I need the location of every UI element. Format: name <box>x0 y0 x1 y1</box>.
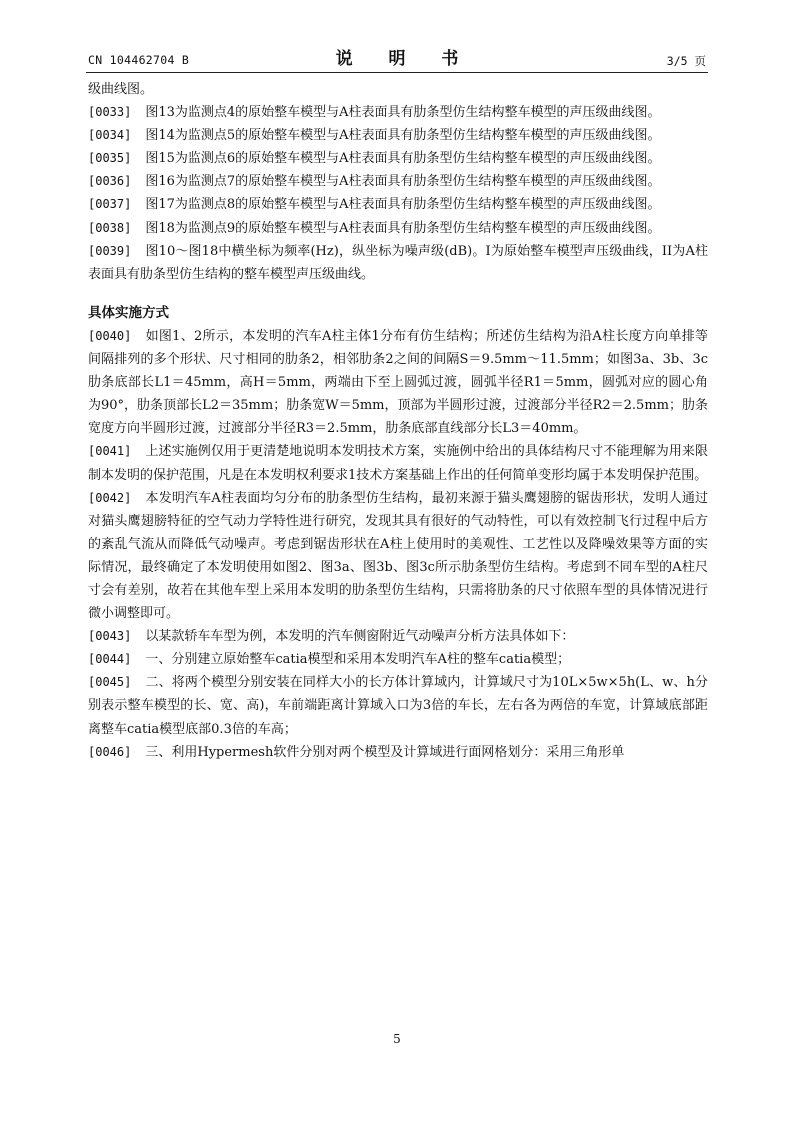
paragraph <box>88 170 708 193</box>
paragraph <box>88 741 708 764</box>
paragraph <box>88 325 708 440</box>
page-number: 5 <box>393 1032 401 1046</box>
paragraph <box>88 671 708 740</box>
paragraph-text: 以某款轿车车型为例，本发明的汽车侧窗附近气动噪声分析方法具体如下： <box>145 629 575 645</box>
header-divider <box>86 72 708 73</box>
paragraph-number: [0036] <box>88 174 132 189</box>
paragraph-text: 图10～图18中横坐标为频率(Hz)，纵坐标为噪声级(dB)。I为原始整车模型声压级曲线，II为A柱表面具有肋条型仿生结构的整车模型声压级曲线。 <box>88 243 708 282</box>
paragraph-number: [0043] <box>88 629 132 644</box>
patent-number: CN 104462704 B <box>88 53 190 67</box>
paragraph-text: 图17为监测点8的原始整车模型与A柱表面具有肋条型仿生结构整车模型的声压级曲线图。 <box>145 197 661 213</box>
continued-text: 级曲线图。 <box>88 82 154 97</box>
paragraph-number: [0045] <box>88 675 132 690</box>
paragraph-number: [0039] <box>88 243 132 258</box>
paragraph-number: [0044] <box>88 652 132 667</box>
paragraph-number: [0035] <box>88 151 132 166</box>
paragraph <box>88 625 708 648</box>
paragraph-text: 图15为监测点6的原始整车模型与A柱表面具有肋条型仿生结构整车模型的声压级曲线图。 <box>145 151 661 167</box>
paragraph-number: [0034] <box>88 128 132 143</box>
paragraph-text: 图18为监测点9的原始整车模型与A柱表面具有肋条型仿生结构整车模型的声压级曲线图。 <box>145 220 661 236</box>
paragraph-text: 图14为监测点5的原始整车模型与A柱表面具有肋条型仿生结构整车模型的声压级曲线图。 <box>145 128 661 144</box>
paragraph-text: 本发明汽车A柱表面均匀分布的肋条型仿生结构，最初来源于猫头鹰翅膀的锯齿形状，发明人通过对猫头鹰翅膀特征的空气动力学特性进行研究，发现其具有很好的气动特性，可以有效控制飞行过程中后方的紊乱气流从而降低气动噪声。考虑到锯齿形状在A柱上使用时的美观性、工艺性以及降噪效果等方面的实际情况，最终确定了本发明使用如图2、图3a、图3b、图3c所示肋条型仿生结构。考虑到不同车型的A柱尺寸会有差别，故若在其他车型上采用本发明的肋条型仿生结构，只需将肋条的尺寸依照车型的具体情况进行微小调整即可。 <box>88 490 708 622</box>
paragraph <box>88 217 708 240</box>
paragraph <box>88 648 708 671</box>
document-body <box>88 78 708 764</box>
paragraph <box>88 101 708 124</box>
paragraph-number: [0033] <box>88 105 132 120</box>
paragraph <box>88 124 708 147</box>
document-title: 说 明 书 <box>335 49 474 69</box>
paragraph <box>88 487 708 626</box>
paragraph-text: 三、利用Hypermesh软件分别对两个模型及计算域进行面网格划分：采用三角形单 <box>145 744 625 760</box>
paragraph-number: [0046] <box>88 744 132 759</box>
paragraph-text: 一、分别建立原始整车catia模型和采用本发明汽车A柱的整车catia模型； <box>145 652 571 668</box>
paragraph-number: [0037] <box>88 197 132 212</box>
paragraph <box>88 240 708 286</box>
paragraph-number: [0040] <box>88 328 132 343</box>
page-indicator: 3/5 页 <box>666 54 706 68</box>
paragraph <box>88 440 708 486</box>
paragraph-number: [0041] <box>88 444 132 459</box>
paragraph-text: 上述实施例仅用于更清楚地说明本发明技术方案，实施例中给出的具体结构尺寸不能理解为用来限制本发明的保护范围，凡是在本发明权利要求1技术方案基础上作出的任何简单变形均属于本发明保护范围。 <box>88 444 708 483</box>
paragraph <box>88 147 708 170</box>
paragraph-text: 图16为监测点7的原始整车模型与A柱表面具有肋条型仿生结构整车模型的声压级曲线图。 <box>145 174 661 190</box>
paragraph-text: 二、将两个模型分别安装在同样大小的长方体计算域内，计算域尺寸为10L×5w×5h(L、w、h分别表示整车模型的长、宽、高)，车前端距离计算域入口为3倍的车长，左右各为两倍的车宽，计算域底部距离整车catia模型底部0.3倍的车高； <box>88 675 708 737</box>
paragraph-text: 如图1、2所示，本发明的汽车A柱主体1分布有仿生结构；所述仿生结构为沿A柱长度方向单排等间隔排列的多个形状、尺寸相同的肋条2，相邻肋条2之间的间隔S＝9.5mm～11.5mm；如图3a、3b、3c肋条底部长L1＝45mm，高H＝5mm，两端由下至上圆弧过渡，圆弧半径R1＝5mm，圆弧对应的圆心角为90°，肋条顶部长L2＝35mm；肋条宽W＝5mm，顶部为半圆形过渡，过渡部分半径R2＝2.5mm；肋条宽度方向半圆形过渡，过渡部分半径R3＝2.5mm，肋条底部直线部分长L3＝40mm。 <box>88 328 708 437</box>
paragraph-text: 图13为监测点4的原始整车模型与A柱表面具有肋条型仿生结构整车模型的声压级曲线图。 <box>145 105 661 121</box>
section-heading: 具体实施方式 <box>88 304 169 321</box>
paragraph-number: [0042] <box>88 490 132 505</box>
paragraph-number: [0038] <box>88 220 132 235</box>
paragraph <box>88 193 708 216</box>
